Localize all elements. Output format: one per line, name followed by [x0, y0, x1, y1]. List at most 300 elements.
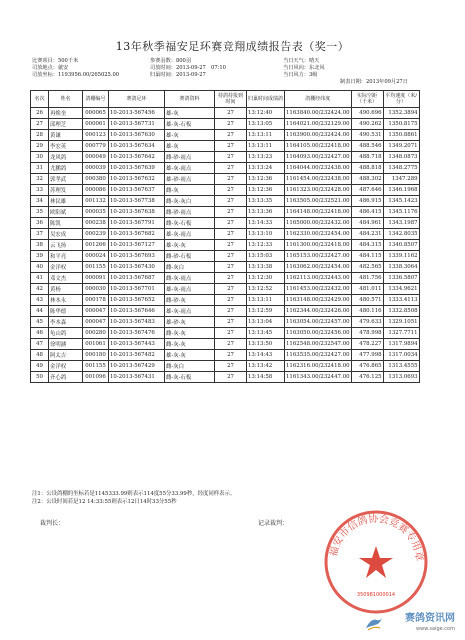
cell-ring: 10-2013-567443: [109, 339, 165, 350]
cell-name: 黄杨: [49, 284, 83, 295]
cell-rank: 47: [31, 339, 49, 350]
cell-speed: 1348.2775: [383, 163, 419, 174]
pigeon-logo-icon: [365, 616, 383, 632]
cell-pigeon-info: 雄-砂-灰: [165, 317, 215, 328]
cell-ring: 10-2013-567429: [109, 361, 165, 372]
cell-report-day: 27: [215, 229, 247, 240]
cell-pigeon-info: 雄-灰-雨点: [165, 229, 215, 240]
cell-ring: 10-2013-567638: [109, 207, 165, 218]
cell-report-day: 27: [215, 350, 247, 361]
cell-arrival-time: 13:12:40: [247, 108, 285, 119]
cell-report-day: 27: [215, 372, 247, 383]
table-row: [31, 306, 420, 317]
info-item: 比赛项目：500千米: [32, 58, 79, 64]
header-rank: 名次: [31, 91, 49, 108]
cell-ring: 10-2013-567652: [109, 295, 165, 306]
cell-pigeon-info: 雌-砂-雨点: [165, 152, 215, 163]
cell-rank: 36: [31, 218, 49, 229]
cell-rank: 42: [31, 284, 49, 295]
header-report-time: 持鸽持报到时间: [215, 91, 247, 108]
cell-pigeon-info: 雌-灰-灰白: [165, 196, 215, 207]
table-row: [31, 163, 420, 174]
cell-pigeon-info: 雄-灰-灰: [165, 350, 215, 361]
cell-rank: 32: [31, 174, 49, 185]
table-row: [31, 361, 420, 372]
cell-distance: 480.571: [351, 295, 383, 306]
cell-name: 郭孝武: [49, 174, 83, 185]
cell-speed: 1317.9894: [383, 339, 419, 350]
cell-report-day: 27: [215, 251, 247, 262]
cell-arrival-time: 13:15:03: [247, 251, 285, 262]
cell-loft-id: 000239: [83, 229, 109, 240]
cell-ring: 10-2013-567687: [109, 273, 165, 284]
cell-arrival-time: 13:12:30: [247, 273, 285, 284]
cell-report-day: 27: [215, 361, 247, 372]
cell-report-day: 27: [215, 207, 247, 218]
cell-name: 李宏英: [49, 141, 83, 152]
cell-coords: 1165000.00/232432.00: [285, 218, 352, 229]
table-row: [31, 372, 420, 383]
info-item: 参赛羽数：800羽: [150, 58, 192, 64]
cell-pigeon-info: 雄-灰-雨点: [165, 284, 215, 295]
info-item: 当日天气：晴天: [283, 58, 320, 64]
cell-distance: 484.115: [351, 251, 383, 262]
cell-loft-id: 000280: [83, 328, 109, 339]
cell-report-day: 27: [215, 295, 247, 306]
cell-rank: 46: [31, 328, 49, 339]
cell-coords: 1163054.00/232457.00: [285, 317, 352, 328]
cell-loft-id: 000065: [83, 108, 109, 119]
cell-rank: 44: [31, 306, 49, 317]
cell-report-day: 27: [215, 273, 247, 284]
cell-ring: 10-2013-567476: [109, 328, 165, 339]
info-item: 归巢时间：2013-09-27: [150, 72, 206, 78]
cell-rank: 35: [31, 207, 49, 218]
cell-speed: 1332.8508: [383, 306, 419, 317]
svg-text:350981000014: 350981000014: [356, 592, 396, 598]
header-pigeon-info: 赛鸽资料: [165, 91, 215, 108]
footer-note: 注1：公设鸽棚的坐标若是1145333.99则表示114度55分33.99秒，经度同样表示。: [32, 491, 236, 497]
cell-report-day: 27: [215, 339, 247, 350]
cell-pigeon-info: 雄-灰: [165, 141, 215, 152]
cell-report-day: 27: [215, 163, 247, 174]
cell-ring: 10-2013-567483: [109, 317, 165, 328]
cell-distance: 490.696: [351, 108, 383, 119]
cell-arrival-time: 13:14:43: [247, 350, 285, 361]
table-row: [31, 262, 420, 273]
cell-speed: 1348.0873: [383, 152, 419, 163]
cell-name: 金洋权: [49, 361, 83, 372]
cell-speed: 1338.3064: [383, 262, 419, 273]
cell-report-day: 27: [215, 152, 247, 163]
table-row: [31, 174, 420, 185]
cell-ring: 10-2013-567456: [109, 108, 165, 119]
cell-pigeon-info: 雌-灰白: [165, 361, 215, 372]
cell-speed: 1336.5807: [383, 273, 419, 284]
table-row: [31, 229, 420, 240]
cell-loft-id: 000039: [83, 163, 109, 174]
table-row: [31, 130, 420, 141]
cell-loft-id: 000123: [83, 130, 109, 141]
cell-ring: 10-2013-567642: [109, 152, 165, 163]
footer-note: 注2：公设时间若是12 14:33:55则表示12日14时33分55秒: [32, 499, 177, 505]
table-row: [31, 141, 420, 152]
cell-distance: 479.633: [351, 317, 383, 328]
cell-ring: 10-2013-567634: [109, 141, 165, 152]
table-row: [31, 108, 420, 119]
cell-name: 欧阳斌: [49, 207, 83, 218]
cell-distance: 478.227: [351, 339, 383, 350]
cell-loft-id: 000061: [83, 119, 109, 130]
table-header-row: [31, 91, 420, 108]
cell-name: 邓文杰: [49, 273, 83, 284]
table-row: [31, 273, 420, 284]
cell-rank: 30: [31, 152, 49, 163]
cell-ring: 10-2013-567639: [109, 163, 165, 174]
info-left: [32, 58, 119, 79]
cell-arrival-time: 13:13:50: [247, 339, 285, 350]
cell-arrival-time: 13:12:36: [247, 174, 285, 185]
cell-ring: 10-2013-567630: [109, 130, 165, 141]
cell-coords: 1161453.00/232432.00: [285, 284, 352, 295]
cell-report-day: 27: [215, 119, 247, 130]
cell-distance: 480.116: [351, 306, 383, 317]
cell-speed: 1340.8507: [383, 240, 419, 251]
cell-rank: 38: [31, 240, 49, 251]
cell-loft-id: 001155: [83, 262, 109, 273]
cell-pigeon-info: 雌-灰-灰: [165, 339, 215, 350]
cell-speed: 1343.1987: [383, 218, 419, 229]
cell-loft-id: 000047: [83, 306, 109, 317]
info-item: 当日风力：3级: [283, 72, 318, 78]
cell-speed: 1345.1423: [383, 196, 419, 207]
referee-label: 裁判长：: [40, 520, 65, 527]
cell-loft-id: 000086: [83, 185, 109, 196]
cell-distance: 484.315: [351, 240, 383, 251]
info-right: [283, 58, 325, 79]
cell-loft-id: 000024: [83, 251, 109, 262]
cell-pigeon-info: 雄-灰: [165, 108, 215, 119]
table-row: [31, 350, 420, 361]
info-mid: [150, 58, 226, 79]
cell-name: 李本森: [49, 317, 83, 328]
cell-speed: 1313.0693: [383, 372, 419, 383]
cell-coords: 1162344.00/232426.00: [285, 306, 352, 317]
cell-name: 尤鹏鸽: [49, 163, 83, 174]
cell-ring: 10-2013-567482: [109, 350, 165, 361]
table-row: [31, 207, 420, 218]
cell-name: 邱理芝: [49, 119, 83, 130]
cell-pigeon-info: 雄-灰-石板: [165, 119, 215, 130]
cell-loft-id: 000178: [83, 295, 109, 306]
cell-pigeon-info: 雌-砂-雨点: [165, 207, 215, 218]
cell-pigeon-info: 雌-砂-石板: [165, 251, 215, 262]
cell-speed: 1347.289: [383, 174, 419, 185]
header-ring: 赛鸽足环: [109, 91, 165, 108]
cell-coords: 1163062.00/232454.00: [285, 262, 352, 273]
cell-loft-id: 001155: [83, 361, 109, 372]
results-table: [30, 90, 420, 383]
cell-report-day: 27: [215, 328, 247, 339]
recorder-label: 记录裁判：: [258, 520, 289, 527]
cell-rank: 39: [31, 251, 49, 262]
cell-arrival-time: 13:13:35: [247, 196, 285, 207]
cell-distance: 488.546: [351, 141, 383, 152]
cell-name: 陈凯: [49, 218, 83, 229]
cell-report-day: 27: [215, 218, 247, 229]
header-loft-id: 鸽棚编号: [83, 91, 109, 108]
cell-arrival-time: 13:13:04: [247, 317, 285, 328]
cell-speed: 1329.1051: [383, 317, 419, 328]
cell-rank: 45: [31, 317, 49, 328]
report-title: 13年秋季福安足环赛竞翔成绩报告表（奖一）: [115, 40, 350, 53]
cell-report-day: 27: [215, 262, 247, 273]
cell-arrival-time: 13:13:10: [247, 229, 285, 240]
cell-loft-id: 000049: [83, 152, 109, 163]
cell-speed: 1349.2071: [383, 141, 419, 152]
table-row: [31, 240, 420, 251]
cell-report-day: 27: [215, 130, 247, 141]
table-row: [31, 328, 420, 339]
table-row: [31, 152, 420, 163]
cell-pigeon-info: 雄-砂-雨点: [165, 174, 215, 185]
cell-distance: 481.756: [351, 273, 383, 284]
cell-rank: 41: [31, 273, 49, 284]
info-item: 当日风向：东北风: [283, 65, 325, 71]
cell-speed: 1334.9621: [383, 284, 419, 295]
cell-speed: 1350.8861: [383, 130, 419, 141]
cell-loft-id: 000030: [83, 284, 109, 295]
cell-speed: 1345.1176: [383, 207, 419, 218]
report-date: 制表日期：2013年09月27日: [340, 79, 408, 85]
cell-arrival-time: 13:13:42: [247, 361, 285, 372]
info-item: 司放时间：2013-09-27 07:10: [150, 65, 226, 71]
cell-rank: 28: [31, 130, 49, 141]
cell-distance: 476.125: [351, 372, 383, 383]
cell-speed: 1352.3894: [383, 108, 419, 119]
cell-coords: 1163505.00/232521.00: [285, 196, 352, 207]
cell-rank: 27: [31, 119, 49, 130]
cell-rank: 34: [31, 196, 49, 207]
cell-ring: 10-2013-567632: [109, 174, 165, 185]
cell-name: 再焕奎: [49, 108, 83, 119]
table-row: [31, 317, 420, 328]
cell-arrival-time: 13:13:11: [247, 130, 285, 141]
cell-coords: 1162316.00/232418.00: [285, 361, 352, 372]
header-distance: 实际空距（千米）: [351, 91, 383, 108]
cell-rank: 37: [31, 229, 49, 240]
cell-loft-id: 000091: [83, 273, 109, 284]
cell-report-day: 27: [215, 141, 247, 152]
cell-arrival-time: 13:13:23: [247, 152, 285, 163]
cell-ring: 10-2013-567646: [109, 306, 165, 317]
cell-loft-id: 001132: [83, 196, 109, 207]
svg-text:福安市信鸽协会竞赛专用章: 福安市信鸽协会竞赛专用章: [328, 513, 425, 562]
cell-name: 吴宏成: [49, 229, 83, 240]
cell-report-day: 27: [215, 174, 247, 185]
cell-ring: 10-2013-567791: [109, 218, 165, 229]
cell-loft-id: 001096: [83, 372, 109, 383]
cell-name: 云飞扬: [49, 240, 83, 251]
cell-speed: 1313.4555: [383, 361, 419, 372]
cell-coords: 1161300.00/232418.00: [285, 240, 352, 251]
cell-coords: 1164093.00/232427.00: [285, 152, 352, 163]
cell-report-day: 27: [215, 185, 247, 196]
cell-speed: 1342.8035: [383, 229, 419, 240]
cell-loft-id: 000047: [83, 317, 109, 328]
cell-coords: 1163900.00/232424.00: [285, 130, 352, 141]
cell-name: 林本永: [49, 295, 83, 306]
cell-arrival-time: 13:13:38: [247, 262, 285, 273]
cell-coords: 1164105.00/232418.00: [285, 141, 352, 152]
cell-coords: 1161454.00/232438.00: [285, 174, 352, 185]
cell-name: 齐心鸽: [49, 372, 83, 383]
cell-distance: 482.565: [351, 262, 383, 273]
cell-name: 阿太吉: [49, 350, 83, 361]
cell-distance: 487.646: [351, 185, 383, 196]
cell-coords: 1162113.00/232443.00: [285, 273, 352, 284]
watermark-url: www.saige.com: [416, 626, 455, 632]
cell-loft-id: 001061: [83, 339, 109, 350]
cell-distance: 488.302: [351, 174, 383, 185]
cell-speed: 1317.0034: [383, 350, 419, 361]
cell-rank: 49: [31, 361, 49, 372]
cell-ring: 10-2013-567637: [109, 185, 165, 196]
table-row: [31, 295, 420, 306]
cell-rank: 40: [31, 262, 49, 273]
cell-loft-id: 000035: [83, 207, 109, 218]
cell-arrival-time: 13:12:33: [247, 240, 285, 251]
cell-ring: 10-2013-567682: [109, 229, 165, 240]
cell-arrival-time: 13:13:45: [247, 328, 285, 339]
cell-arrival-time: 13:13:11: [247, 295, 285, 306]
header-coords: 鸽棚经纬度: [285, 91, 352, 108]
cell-arrival-time: 13:14:58: [247, 372, 285, 383]
cell-coords: 1163050.00/232456.00: [285, 328, 352, 339]
cell-report-day: 27: [215, 196, 247, 207]
cell-name: 和平亮: [49, 251, 83, 262]
star-icon: [359, 546, 393, 578]
cell-arrival-time: 13:14:33: [247, 218, 285, 229]
cell-pigeon-info: 雄-灰-雨点: [165, 306, 215, 317]
cell-arrival-time: 13:13:24: [247, 163, 285, 174]
footer-notes: [32, 490, 235, 506]
cell-distance: 484.231: [351, 229, 383, 240]
cell-distance: 484.961: [351, 218, 383, 229]
cell-ring: 10-2013-567738: [109, 196, 165, 207]
cell-distance: 490.531: [351, 130, 383, 141]
cell-rank: 43: [31, 295, 49, 306]
cell-pigeon-info: 雌-灰: [165, 185, 215, 196]
cell-distance: 478.998: [351, 328, 383, 339]
info-item: 司放地点：歙安: [32, 65, 69, 71]
header-speed: 平均速度（米/分）: [383, 91, 419, 108]
cell-distance: 486.415: [351, 207, 383, 218]
cell-rank: 48: [31, 350, 49, 361]
cell-pigeon-info: 雄-灰: [165, 130, 215, 141]
cell-name: 黄谦: [49, 130, 83, 141]
cell-loft-id: 000180: [83, 350, 109, 361]
table-row: [31, 339, 420, 350]
cell-ring: 10-2013-567431: [109, 372, 165, 383]
cell-speed: 1327.7711: [383, 328, 419, 339]
cell-loft-id: 000779: [83, 141, 109, 152]
cell-name: 龙风鸽: [49, 152, 83, 163]
cell-speed: 1346.1968: [383, 185, 419, 196]
cell-speed: 1350.8175: [383, 119, 419, 130]
watermark-brand: 赛鸽资讯网: [405, 613, 455, 624]
cell-name: 陈华德: [49, 306, 83, 317]
table-row: [31, 218, 420, 229]
table-row: [31, 251, 420, 262]
cell-speed: 1333.4113: [383, 295, 419, 306]
cell-rank: 31: [31, 163, 49, 174]
cell-pigeon-info: 雌-灰-雨点: [165, 273, 215, 284]
cell-rank: 26: [31, 108, 49, 119]
header-arrival: 归巢时间成绩鸽: [247, 91, 285, 108]
cell-arrival-time: 13:12:36: [247, 185, 285, 196]
table-row: [31, 196, 420, 207]
cell-coords: 1164148.00/232418.00: [285, 207, 352, 218]
cell-distance: 486.915: [351, 196, 383, 207]
cell-report-day: 27: [215, 240, 247, 251]
cell-arrival-time: 13:13:36: [247, 207, 285, 218]
cell-pigeon-info: 雌-砂-灰: [165, 295, 215, 306]
cell-distance: 477.998: [351, 350, 383, 361]
cell-ring: 10-2013-567731: [109, 119, 165, 130]
cell-pigeon-info: 雌-灰-石板: [165, 372, 215, 383]
cell-coords: 1162548.00/232547.00: [285, 339, 352, 350]
cell-rank: 29: [31, 141, 49, 152]
cell-arrival-time: 13:13:11: [247, 141, 285, 152]
cell-report-day: 27: [215, 284, 247, 295]
cell-distance: 481.011: [351, 284, 383, 295]
official-seal: [322, 508, 430, 616]
cell-loft-id: 000380: [83, 174, 109, 185]
info-item: 司放坐标：1193956.00/265025.00: [32, 72, 120, 78]
cell-pigeon-info: 雌-灰-灰: [165, 328, 215, 339]
cell-name: 徐明涵: [49, 339, 83, 350]
header-name: 姓名: [49, 91, 83, 108]
cell-name: 林民雄: [49, 196, 83, 207]
cell-name: 苏理发: [49, 185, 83, 196]
cell-distance: 488.818: [351, 163, 383, 174]
cell-coords: 1164021.00/232129.00: [285, 119, 352, 130]
cell-coords: 1164044.00/232438.00: [285, 163, 352, 174]
cell-coords: 1165153.00/232427.00: [285, 251, 352, 262]
cell-loft-id: 000238: [83, 218, 109, 229]
cell-loft-id: 001266: [83, 240, 109, 251]
cell-rank: 50: [31, 372, 49, 383]
cell-coords: 1162330.00/232454.00: [285, 229, 352, 240]
cell-coords: 1163535.00/232427.00: [285, 350, 352, 361]
cell-arrival-time: 13:12:59: [247, 306, 285, 317]
cell-speed: 1339.1162: [383, 251, 419, 262]
cell-pigeon-info: 雄-灰-灰: [165, 240, 215, 251]
cell-report-day: 27: [215, 317, 247, 328]
cell-coords: 1161323.00/232428.00: [285, 185, 352, 196]
cell-ring: 10-2013-567127: [109, 240, 165, 251]
cell-name: 金洋权: [49, 262, 83, 273]
cell-ring: 10-2013-567430: [109, 262, 165, 273]
cell-coords: 1163148.00/232429.00: [285, 295, 352, 306]
table-row: [31, 119, 420, 130]
cell-pigeon-info: 雌-灰-石板: [165, 218, 215, 229]
table-row: [31, 185, 420, 196]
cell-distance: 476.865: [351, 361, 383, 372]
table-row: [31, 284, 420, 295]
cell-ring: 10-2013-567693: [109, 251, 165, 262]
